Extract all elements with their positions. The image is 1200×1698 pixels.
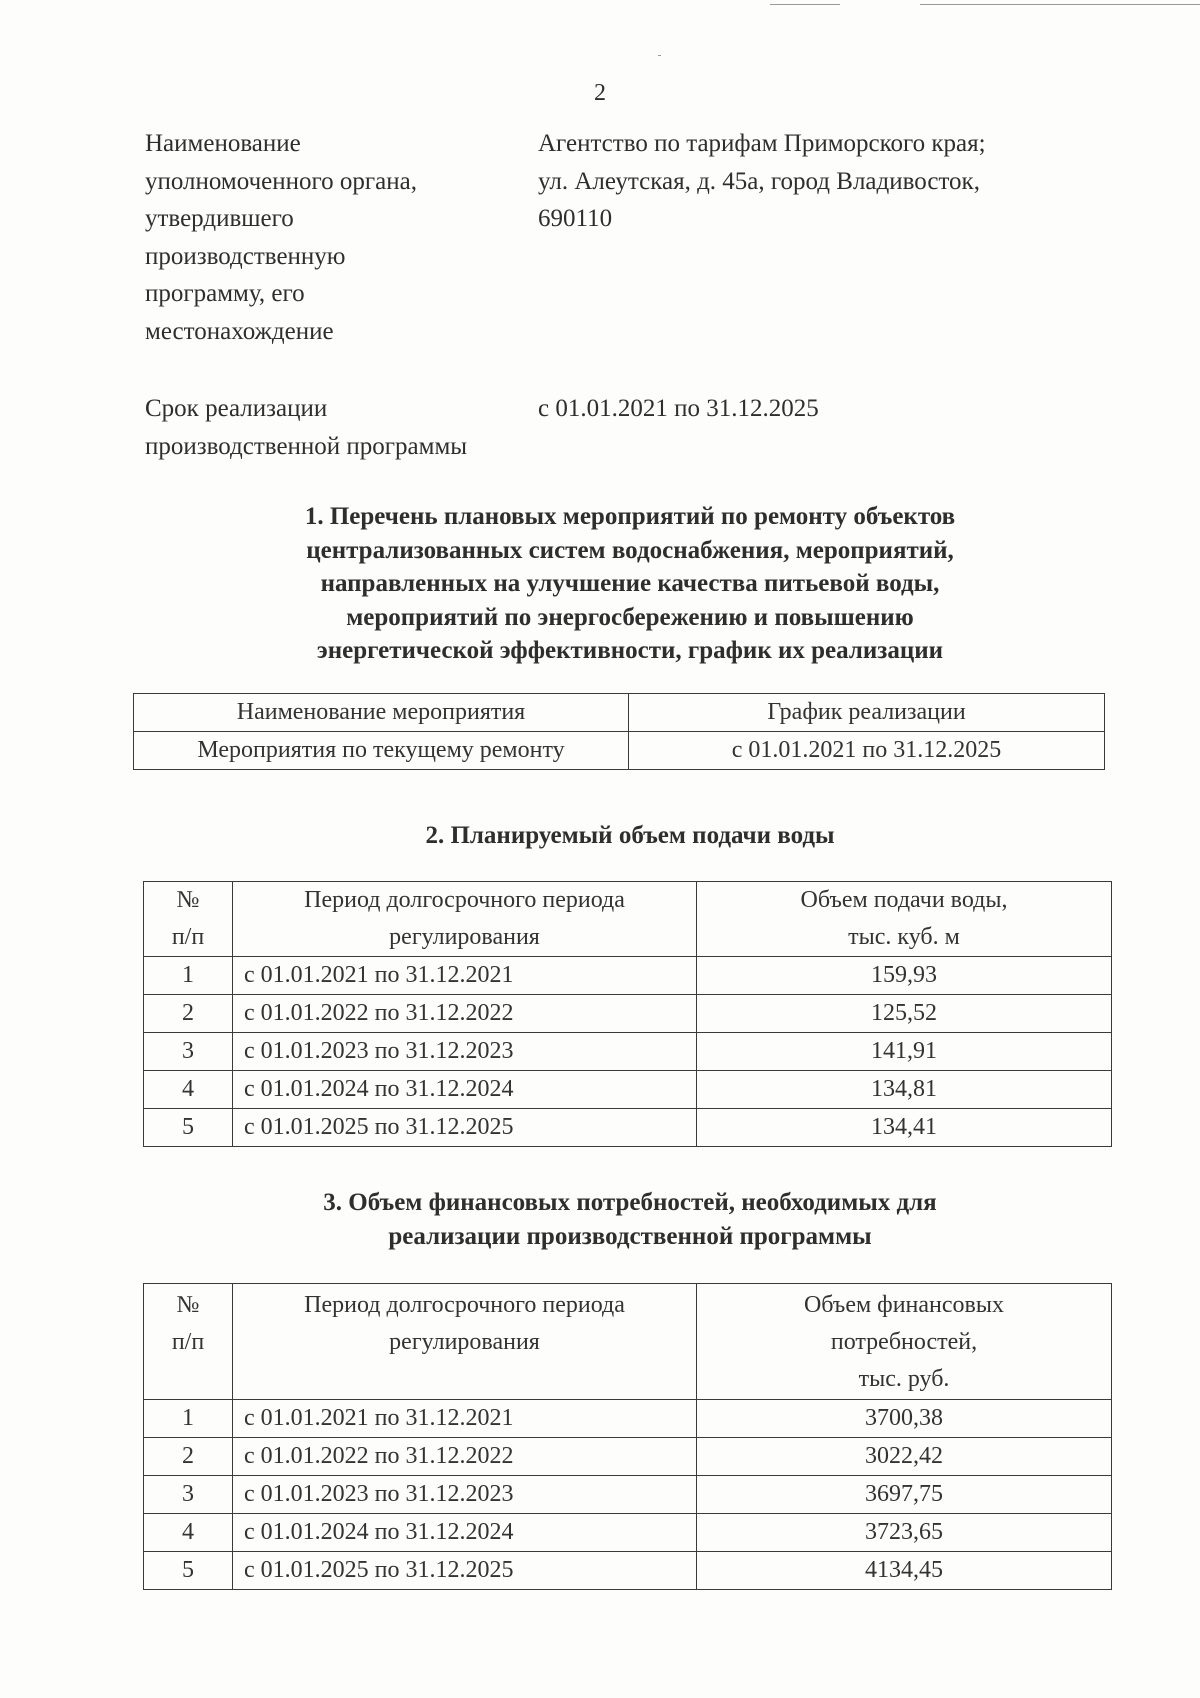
volume-cell: 125,52 [697,995,1112,1033]
column-header-number [144,882,233,957]
header-line: Период долгосрочного периода [304,887,625,913]
period-cell: с 01.01.2024 по 31.12.2024 [233,1071,697,1109]
financial-amount-cell: 3697,75 [697,1476,1112,1514]
table-row [144,995,1112,1033]
section-1-title [180,500,1080,668]
title-line: реализации производственной программы [388,1222,872,1250]
title-line: 1. Перечень плановых мероприятий по ремонту объектов [304,503,956,530]
value-line: Агентство по тарифам Приморского края; [538,130,986,157]
column-header-number [144,1284,233,1400]
table-row [144,1552,1112,1590]
period-cell: с 01.01.2022 по 31.12.2022 [233,995,697,1033]
volume-cell: 141,91 [697,1033,1112,1071]
column-header-schedule: График реализации [629,694,1105,732]
row-number-cell: 2 [144,1438,233,1476]
period-cell: с 01.01.2023 по 31.12.2023 [233,1476,697,1514]
term-label [145,390,525,465]
label-line: программу, его [145,280,305,307]
value-line: 690110 [538,205,613,232]
authority-value [538,125,1058,238]
label-line: Срок реализации [145,395,328,422]
row-number-cell: 3 [144,1476,233,1514]
table-row [144,1438,1112,1476]
label-line: утвердившего [145,205,294,232]
header-line: п/п [171,1329,205,1355]
header-line: Объем подачи воды, [800,887,1008,913]
period-cell: с 01.01.2024 по 31.12.2024 [233,1514,697,1552]
row-number-cell: 2 [144,995,233,1033]
title-line: 2. Планируемый объем подачи воды [425,822,835,849]
row-number-cell: 4 [144,1071,233,1109]
financial-amount-cell: 4134,45 [697,1552,1112,1590]
row-number-cell: 5 [144,1552,233,1590]
water-supply-volume-table [143,881,1112,1147]
financial-amount-cell: 3022,42 [697,1438,1112,1476]
term-value [538,390,1058,428]
table-header-row [144,882,1112,957]
volume-cell: 134,81 [697,1071,1112,1109]
scan-edge-mark [920,4,1200,5]
authority-label [145,125,525,350]
title-line: мероприятий по энергосбережению и повышению [346,603,914,631]
label-line: производственной программы [145,432,468,460]
header-line: Объем финансовых [803,1292,1005,1318]
row-number-cell: 3 [144,1033,233,1071]
row-number-cell: 1 [144,1400,233,1438]
row-number-cell: 1 [144,957,233,995]
label-line: уполномоченного органа, [145,167,417,195]
header-line: регулирования [389,924,540,950]
volume-cell: 159,93 [697,957,1112,995]
period-cell: с 01.01.2025 по 31.12.2025 [233,1552,697,1590]
table-row [144,1033,1112,1071]
table-row [144,1071,1112,1109]
column-header-period [233,1284,697,1400]
section-2-title [150,819,1110,853]
header-line: тыс. куб. м [848,924,960,950]
header-line: № [176,887,200,913]
column-header-event: Наименование мероприятия [134,694,629,732]
scan-speck [658,55,661,56]
period-cell: с 01.01.2021 по 31.12.2021 [233,1400,697,1438]
column-header-financial-needs [697,1284,1112,1400]
schedule-cell: с 01.01.2021 по 31.12.2025 [629,732,1105,770]
table-row [144,1514,1112,1552]
column-header-period [233,882,697,957]
label-line: производственную [145,242,346,270]
header-line: регулирования [389,1329,540,1355]
table-row [144,957,1112,995]
label-line: Наименование [145,130,301,157]
column-header-volume [697,882,1112,957]
period-cell: с 01.01.2021 по 31.12.2021 [233,957,697,995]
period-cell: с 01.01.2022 по 31.12.2022 [233,1438,697,1476]
table-row [144,1109,1112,1147]
financial-amount-cell: 3723,65 [697,1514,1112,1552]
scan-edge-mark [770,4,840,5]
period-cell: с 01.01.2025 по 31.12.2025 [233,1109,697,1147]
label-line: местонахождение [145,317,334,345]
table-row [134,732,1105,770]
period-cell: с 01.01.2023 по 31.12.2023 [233,1033,697,1071]
header-line: тыс. руб. [858,1366,950,1392]
table-header-row [144,1284,1112,1400]
value-line: с 01.01.2021 по 31.12.2025 [538,395,819,422]
table-row [144,1400,1112,1438]
events-schedule-table [133,693,1105,770]
financial-needs-table [143,1283,1112,1590]
event-name-cell: Мероприятия по текущему ремонту [134,732,629,770]
row-number-cell: 4 [144,1514,233,1552]
volume-cell: 134,41 [697,1109,1112,1147]
financial-amount-cell: 3700,38 [697,1400,1112,1438]
header-line: Период долгосрочного периода [304,1292,625,1318]
section-3-title [180,1186,1080,1253]
page-number: 2 [594,80,606,106]
header-line: потребностей, [830,1329,978,1355]
title-line: централизованных систем водоснабжения, мероприятий, [306,536,954,564]
title-line: энергетической эффективности, график их реализации [316,637,944,664]
header-line: п/п [171,924,205,950]
table-row [144,1476,1112,1514]
title-line: направленных на улучшение качества питьевой воды, [320,570,940,597]
title-line: 3. Объем финансовых потребностей, необходимых для [323,1189,937,1216]
row-number-cell: 5 [144,1109,233,1147]
table-header-row [134,694,1105,732]
value-line: ул. Алеутская, д. 45а, город Владивосток, [538,167,980,195]
header-line: № [176,1292,200,1318]
